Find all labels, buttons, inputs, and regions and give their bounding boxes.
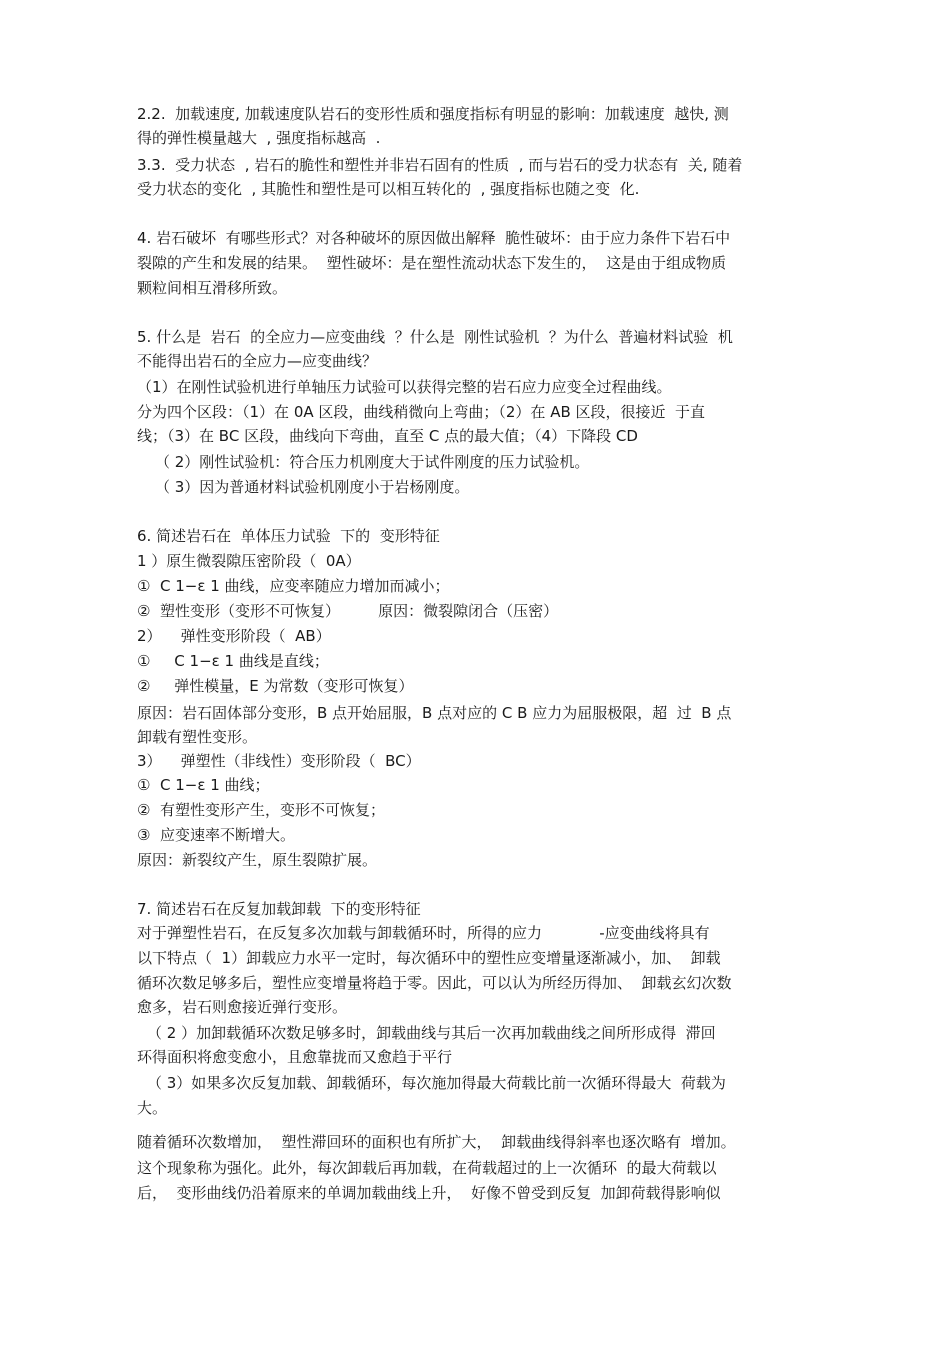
text-line: 卸载有塑性变形。 [137,728,258,746]
text-line: 对于弹塑性岩石，在反复多次加载与卸载循环时，所得的应力 -应变曲线将具有 [137,924,710,942]
text-line: 这个现象称为强化。此外，每次卸载后再加载，在荷载超过的上一次循环 的最大荷载以 [137,1159,717,1177]
text-line: ③ 应变速率不断增大。 [137,826,295,844]
text-line: （1）在刚性试验机进行单轴压力试验可以获得完整的岩石应力应变全过程曲线。 [137,378,672,396]
text-line: 线；（3）在 BC 区段，曲线向下弯曲，直至 C 点的最大值；（4）下降段 CD [137,427,638,445]
text-line: 3） 弹塑性（非线性）变形阶段（ BC） [137,752,421,770]
text-line: 大。 [137,1099,168,1117]
text-line: 环得面积将愈变愈小，且愈靠拢而又愈趋于平行 [137,1048,453,1066]
text-line: 7. 简述岩石在反复加载卸载 下的变形特征 [137,900,421,918]
text-line: ① C 1−ε 1 曲线，应变率随应力增加而减小； [137,577,450,595]
text-line: 随着循环次数增加， 塑性滞回环的面积也有所扩大， 卸载曲线得斜率也逐次略有 增加。 [137,1133,736,1151]
text-line: 2） 弹性变形阶段（ AB） [137,627,331,645]
text-line: 4. 岩石破坏 有哪些形式？对各种破坏的原因做出解释 脆性破坏：由于应力条件下岩石中 [137,229,731,247]
text-line: 2.2. 加载速度, 加载速度队岩石的变形性质和强度指标有明显的影响：加载速度 越快, 测 [137,105,729,123]
text-line: 愈多，岩石则愈接近弹行变形。 [137,998,348,1016]
text-line: 裂隙的产生和发展的结果。 塑性破坏：是在塑性流动状态下发生的， 这是由于组成物质 [137,254,727,272]
text-line: （ 3）如果多次反复加载、卸载循环，每次施加得最大荷载比前一次循环得最大 荷载为 [147,1074,726,1092]
text-line: 得的弹性模量越大 , 强度指标越高 . [137,129,381,147]
text-line: 分为四个区段：（1）在 0A 区段，曲线稍微向上弯曲；（2）在 AB 区段，很接近 于直 [137,403,706,421]
text-line: 3.3. 受力状态 , 岩石的脆性和塑性并非岩石固有的性质 , 而与岩石的受力状态有 关, 随着 [137,156,743,174]
text-line: 6. 简述岩石在 单体压力试验 下的 变形特征 [137,527,440,545]
text-line: （ 2 ）加卸载循环次数足够多时，卸载曲线与其后一次再加载曲线之间所形成得 滞回 [147,1024,716,1042]
text-line: 原因：岩石固体部分变形，B 点开始屈服，B 点对应的 C B 应力为屈服极限，超 过 B 点 [137,704,732,722]
text-line: 循环次数足够多后，塑性应变增量将趋于零。因此，可以认为所经历得加、 卸载玄幻次数 [137,974,732,992]
text-line: 不能得出岩石的全应力—应变曲线？ [137,352,378,370]
text-line: 受力状态的变化 , 其脆性和塑性是可以相互转化的 , 强度指标也随之变 化. [137,180,640,198]
text-line: 原因：新裂纹产生，原生裂隙扩展。 [137,851,378,869]
text-line: ② 弹性模量，E 为常数（变形可恢复） [137,677,414,695]
text-line: 颗粒间相互滑移所致。 [137,279,288,297]
text-line: 以下特点（ 1）卸载应力水平一定时，每次循环中的塑性应变增量逐渐减小，加、 卸载 [137,949,721,967]
text-line: 1 ）原生微裂隙压密阶段（ 0A） [137,552,361,570]
text-line: ② 塑性变形（变形不可恢复） 原因：微裂隙闭合（压密） [137,602,559,620]
text-line: ① C 1−ε 1 曲线是直线； [137,652,329,670]
text-line: 5. 什么是 岩石 的全应力—应变曲线 ？什么是 刚性试验机 ？为什么 普遍材料试验 机 [137,328,733,346]
text-line: ② 有塑性变形产生，变形不可恢复； [137,801,385,819]
text-line: ① C 1−ε 1 曲线； [137,776,270,794]
text-line: （ 3）因为普通材料试验机刚度小于岩杨刚度。 [155,478,470,496]
text-line: 后， 变形曲线仍沿着原来的单调加载曲线上升， 好像不曾受到反复 加卸荷载得影响似 [137,1184,721,1202]
text-line: （ 2）刚性试验机：符合压力机刚度大于试件刚度的压力试验机。 [155,453,590,471]
